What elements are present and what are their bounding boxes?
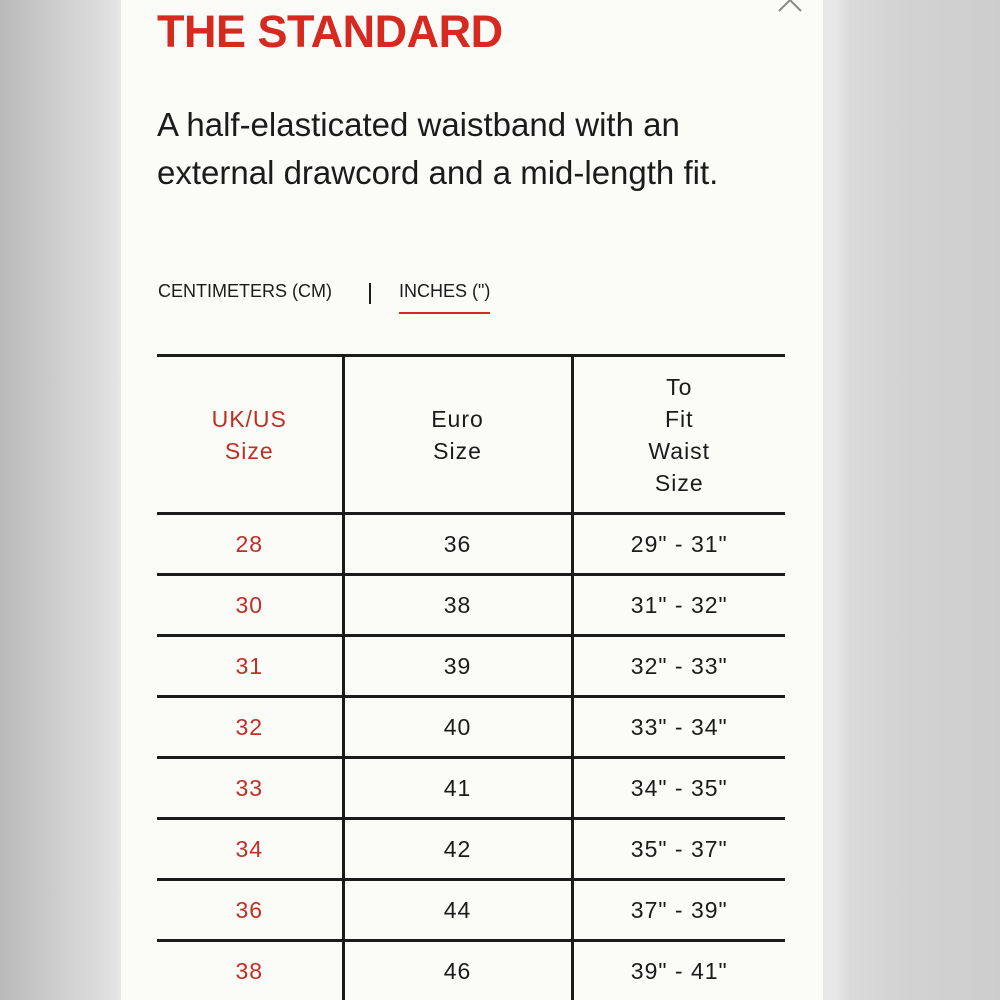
size-table: [157, 354, 785, 1000]
table-row: [157, 697, 785, 758]
cell-waist-size: 32" - 33": [572, 636, 785, 697]
cell-uk-us-size: 34: [157, 819, 343, 880]
table-row: [157, 941, 785, 1000]
cell-waist-size: 34" - 35": [572, 758, 785, 819]
cell-euro-size: 36: [343, 514, 572, 575]
cell-uk-us-size: 30: [157, 575, 343, 636]
cell-euro-size: 42: [343, 819, 572, 880]
table-row: [157, 758, 785, 819]
header-uk-us-size: UK/US Size: [157, 356, 343, 514]
header-euro-size: Euro Size: [343, 356, 572, 514]
cell-uk-us-size: 33: [157, 758, 343, 819]
cell-uk-us-size: 38: [157, 941, 343, 1000]
unit-inches-tab[interactable]: INCHES ("): [399, 281, 490, 314]
table-row: [157, 514, 785, 575]
cell-euro-size: 44: [343, 880, 572, 941]
cell-euro-size: 40: [343, 697, 572, 758]
unit-divider: [369, 283, 371, 304]
table-header-row: [157, 356, 785, 514]
cell-uk-us-size: 36: [157, 880, 343, 941]
cell-uk-us-size: 31: [157, 636, 343, 697]
cell-waist-size: 39" - 41": [572, 941, 785, 1000]
cell-waist-size: 33" - 34": [572, 697, 785, 758]
table-row: [157, 819, 785, 880]
table-row: [157, 575, 785, 636]
close-button[interactable]: [776, 0, 804, 14]
cell-waist-size: 37" - 39": [572, 880, 785, 941]
table-row: [157, 636, 785, 697]
product-description: A half-elasticated waistband with an external drawcord and a mid-length fit.: [157, 106, 719, 191]
cell-uk-us-size: 28: [157, 514, 343, 575]
header-waist-size: To Fit Waist Size: [572, 356, 785, 514]
cell-waist-size: 29" - 31": [572, 514, 785, 575]
cell-euro-size: 46: [343, 941, 572, 1000]
page-title: THE STANDARD: [157, 6, 503, 57]
table-row: [157, 880, 785, 941]
cell-euro-size: 41: [343, 758, 572, 819]
cell-euro-size: 39: [343, 636, 572, 697]
cell-uk-us-size: 32: [157, 697, 343, 758]
close-icon: [776, 0, 804, 14]
cell-waist-size: 35" - 37": [572, 819, 785, 880]
size-guide-modal: [121, 0, 823, 1000]
unit-centimeters-tab[interactable]: CENTIMETERS (CM): [158, 281, 332, 301]
cell-euro-size: 38: [343, 575, 572, 636]
cell-waist-size: 31" - 32": [572, 575, 785, 636]
